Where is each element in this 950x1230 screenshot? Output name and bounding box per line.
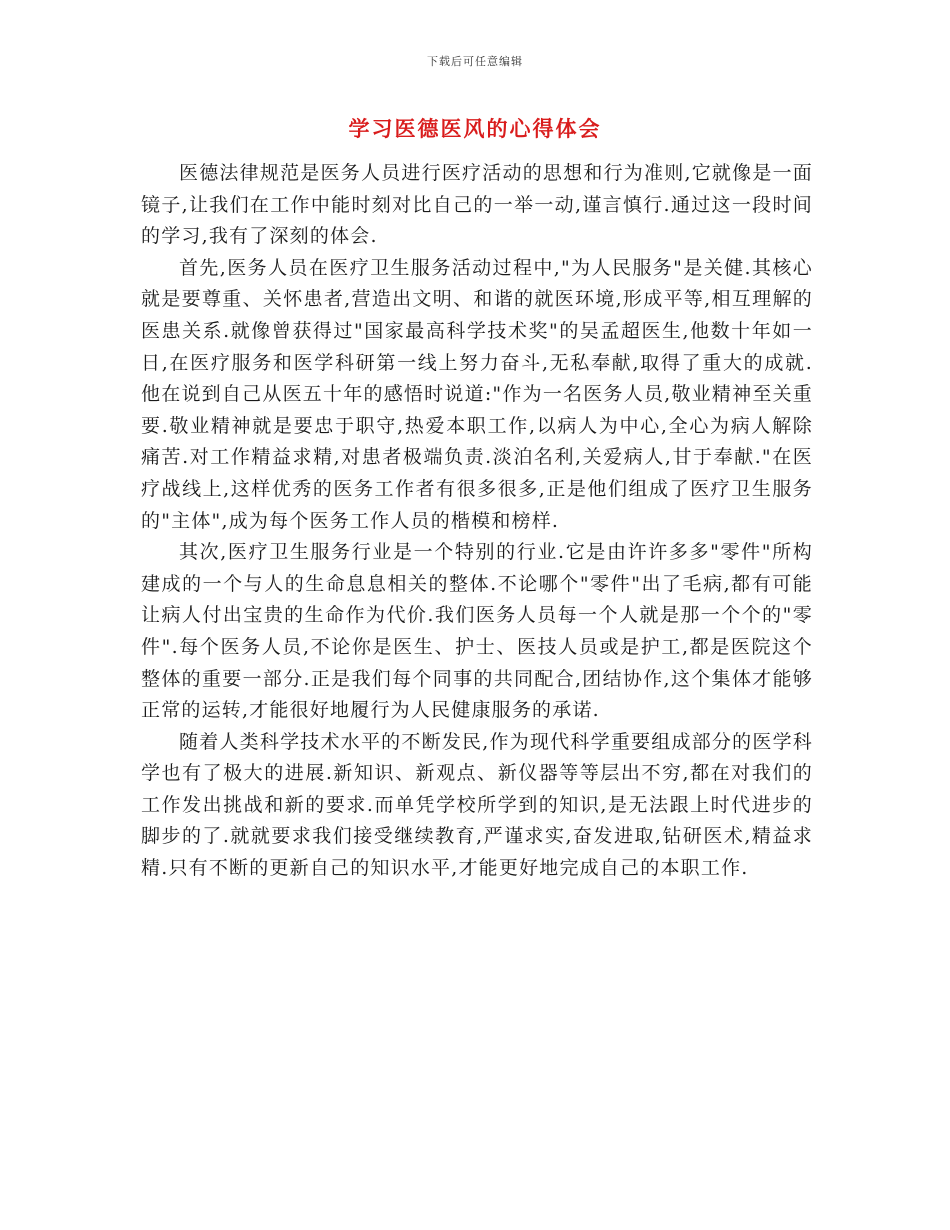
header-note: 下载后可任意编辑 <box>427 55 523 68</box>
document-title: 学习医德医风的心得体会 <box>348 117 602 141</box>
paragraph-1: 医德法律规范是医务人员进行医疗活动的思想和行为准则,它就像是一面镜子,让我们在工作中能时刻对比自己的一举一动,谨言慎行.通过这一段时间的学习,我有了深刻的体会. <box>141 162 813 248</box>
paragraph-4: 随着人类科学技术水平的不断发民,作为现代科学重要组成部分的医学科学也有了极大的进展.新知识、新观点、新仪器等等层出不穷,都在对我们的工作发出挑战和新的要求.而单凭学校所学到的知识,是无法跟上时代进步的脚步的了.就就要求我们接受继续教育,严谨求实,奋发进取,钻研医术,精益求精.只有不断的更新自己的知识水平,才能更好地完成自己的本职工作. <box>141 730 813 880</box>
document-body <box>141 158 813 885</box>
paragraph-3: 其次,医疗卫生服务行业是一个特别的行业.它是由许许多多"零件"所构建成的一个与人的生命息息相关的整体.不论哪个"零件"出了毛病,都有可能让病人付出宝贵的生命作为代价.我们医务人员每一个人就是那一个个的"零件".每个医务人员,不论你是医生、护士、医技人员或是护工,都是医院这个整体的重要一部分.正是我们每个同事的共同配合,团结协作,这个集体才能够正常的运转,才能很好地履行为人民健康服务的承诺. <box>141 541 813 722</box>
paragraph-2: 首先,医务人员在医疗卫生服务活动过程中,"为人民服务"是关健.其核心就是要尊重、关怀患者,营造出文明、和谐的就医环境,形成平等,相互理解的医患关系.就像曾获得过"国家最高科学技术奖"的吴孟超医生,他数十年如一日,在医疗服务和医学科研第一线上努力奋斗,无私奉献,取得了重大的成就.他在说到自己从医五十年的感悟时说道:"作为一名医务人员,敬业精神至关重要.敬业精神就是要忠于职守,热爱本职工作,以病人为中心,全心为病人解除痛苦.对工作精益求精,对患者极端负责.淡泊名利,关爱病人,甘于奉献."在医疗战线上,这样优秀的医务工作者有很多很多,正是他们组成了医疗卫生服务的"主体",成为每个医务工作人员的楷模和榜样. <box>141 256 813 532</box>
